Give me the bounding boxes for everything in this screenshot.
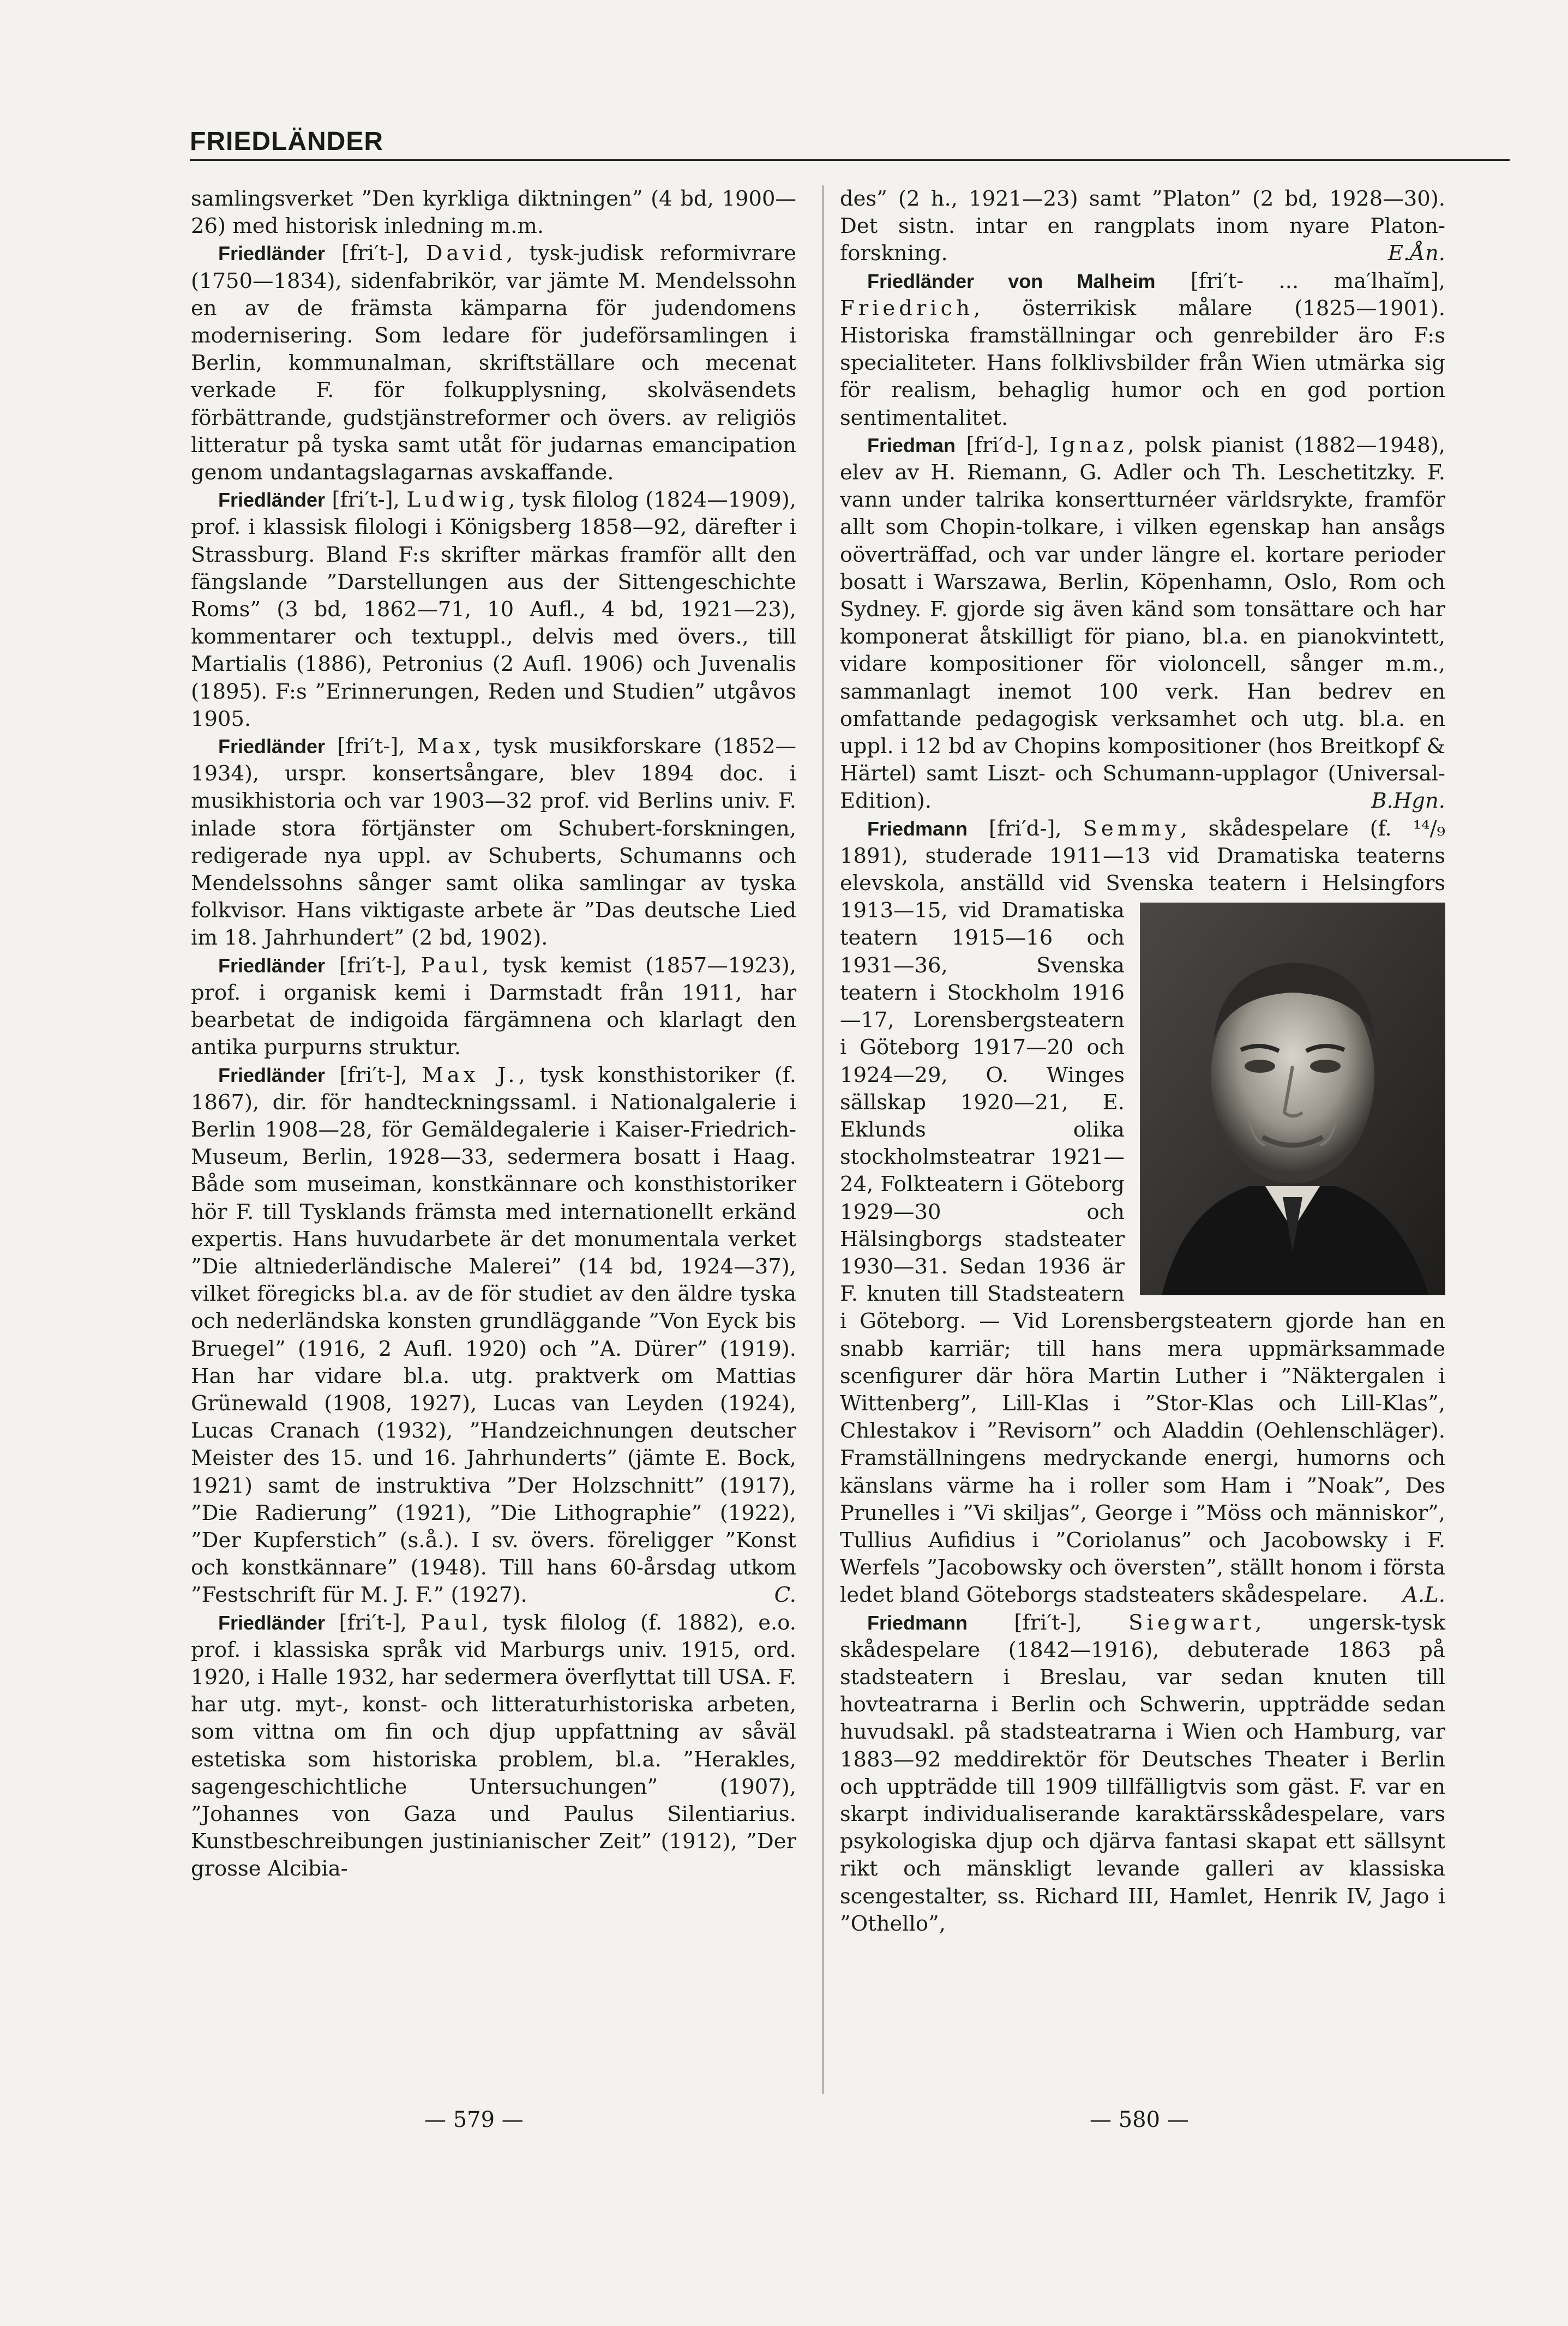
entry-given-name: Paul xyxy=(420,1610,482,1635)
entry-friedlander-max-j xyxy=(191,1062,796,1609)
entry-friedlander-david xyxy=(191,240,796,486)
entry-headword: Friedmann xyxy=(867,1611,968,1634)
author-signature: B.Hgn. xyxy=(1371,789,1445,814)
entry-body: , österrikisk målare (1825—1901). Historiska framställningar och genrebilder äro F:s specialiteter. Hans folklivsbilder från Wien utmärka sig för realism, behaglig humor och en god portion sentimentalitet. xyxy=(840,296,1445,430)
entry-body: , tysk konsthistoriker (f. 1867), dir. för handteckningssaml. i Nationalgalerie i Berlin 1908—28, för Gemäldegalerie i Kaiser-Friedrich-Museum, Berlin, 1928—33, sedermera bosatt i Haag. Både som museiman, konstkännare och konsthistoriker hör F. till Tysklands främsta med internationellt erkänd expertis. Hans huvudarbete är det monumentala verket ”Die altniederländische Malerei” (14 bd, 1924—37), vilket föregicks bl.a. av de för studiet av den äldre tyska och nederländska konsten grundläggande ”Von Eyck bis Bruegel” (1916, 2 Aufl. 1920) och ”A. Dürer” (1919). Han har vidare bl.a. utg. praktverk om Mattias Grünewald (1908, 1927), Lucas van Leyden (1924), Lucas Cranach (1932), ”Handzeichnungen deutscher Meister des 15. und 16. Jahrhunderts” (jämte E. Bock, 1921) samt de instruktiva ”Der Holzschnitt” (1917), ”Die Radierung” (1921), ”Die Lithographie” (1922), ”Der Kupferstich” (s.å.). I sv. övers. föreligger ”Konst och konstkännare” (1948). Till hans 60-årsdag utkom ”Festschrift für M. J. F.” (1927). xyxy=(191,1062,796,1608)
entry-pronunciation: [fri′d-], xyxy=(956,432,1050,458)
running-header xyxy=(190,127,1510,161)
entry-pronunciation: [fri′t-], xyxy=(325,734,417,759)
portrait-image xyxy=(1140,903,1445,1295)
entry-continuation: des” (2 h., 1921—23) samt ”Platon” (2 bd, 1928—30). Det sistn. intar en rangplats inom nyare Platon-forskning. E.Ån. xyxy=(840,185,1445,268)
entry-headword: Friedman xyxy=(867,434,956,456)
entry-body: , tysk-judisk reformivrare (1750—1834), sidenfabrikör, var jämte M. Mendelssohn en av de främsta kämparna för judendomens modernisering. Som ledare för judeförsamlingen i Berlin, kommunalman, skriftställare och mecenat verkade F. för folkupplysning, skolväsendets förbättrande, gudstjänstreformer och övers. av religiös litteratur på tyska samt utåt för judarnas emancipation genom undantagslagarnas avskaffande. xyxy=(191,241,796,485)
entry-given-name: Max J. xyxy=(422,1062,519,1087)
entry-pronunciation: [fri′t-], xyxy=(968,1610,1129,1635)
entry-headword: Friedländer xyxy=(218,1063,326,1086)
running-header-title: FRIEDLÄNDER xyxy=(190,127,383,156)
entry-headword: Friedländer xyxy=(218,735,326,758)
entry-headword: Friedländer xyxy=(218,954,326,977)
entry-headword: Friedmann xyxy=(867,817,968,840)
entry-given-name: Max xyxy=(417,734,474,759)
entry-body: 1913—15, vid Dramatiska teatern 1915—16 och 1931—36, Svenska teatern i Stockholm 1916—17, Lorensbergsteatern i Göteborg 1917—20 och 1924—29, O. Winges sällskap 1920—21, E. Eklunds olika stockholmsteatrar 1921—24, Folkteatern i Göteborg 1929—30 och Hälsingborgs stadsteater 1930—31. Sedan 1936 är F. knuten till Stadsteatern i Göteborg. — Vid Lorensbergsteatern gjorde han en snabb karriär; till hans mera uppmärksammade scenfigurer där höra Martin Luther i ”Näktergalen i Wittenberg”, Lill-Klas i ”Stor-Klas och Lill-Klas”, Chlestakov i ”Revisorn” och Aladdin (Oehlenschläger). Framställningens medryckande energi, humorns och känslans värme ha i roller som Ham i ”Noak”, Des Prunelles i ”Vi skiljas”, George i ”Möss och människor”, Tullius Aufidius i ”Coriolanus” och Jacobowsky i F. Werfels ”Jacobowsky och översten”, ställt honom i första ledet bland Göteborgs stadsteaters skådespelare. xyxy=(840,898,1445,1608)
entry-given-name: Friedrich xyxy=(840,296,974,321)
entry-friedlander-paul-chemist xyxy=(191,952,796,1062)
entry-friedlander-ludwig xyxy=(191,486,796,733)
entry-friedmann-siegwart xyxy=(840,1609,1445,1938)
entry-continuation: samlingsverket ”Den kyrkliga diktningen” (4 bd, 1900—26) med historisk inledning m.m. xyxy=(191,187,796,239)
portrait-photo xyxy=(1140,903,1445,1295)
right-column xyxy=(840,185,1445,1938)
entry-given-name: Paul xyxy=(420,953,482,978)
entry-friedlander-max xyxy=(191,733,796,952)
entry-pronunciation: [fri′t-], xyxy=(325,1062,422,1087)
page-number-right: — 580 — xyxy=(1090,2107,1189,2132)
entry-body: , tysk filolog (1824—1909), prof. i klassisk filologi i Königsberg 1858—92, därefter i Strassburg. Bland F:s skrifter märkas framför allt den fängslande ”Darstellungen aus der Sittengeschichte Roms” (3 bd, 1862—71, 10 Aufl., 4 bd, 1921—23), kommentarer och textuppl., delvis med övers., till Martialis (1886), Petronius (2 Aufl. 1906) och Juvenalis (1895). F:s ”Erinnerungen, Reden und Studien” utgåvos 1905. xyxy=(191,488,796,731)
author-signature: E.Ån. xyxy=(1387,241,1445,266)
entry-pronunciation: [fri′t-], xyxy=(325,1610,421,1635)
entry-friedlander-paul-philologist xyxy=(191,1609,796,1883)
entry-body-intro: , skådespelare (f. ¹⁴/₉ 1891), studerade 1911—13 vid Dramatiska teaterns elevskola, anställd vid Svenska teatern i Helsingfors xyxy=(840,816,1445,896)
entry-friedman-ignaz xyxy=(840,432,1445,815)
entry-headword: Friedländer von Malheim xyxy=(867,269,1156,292)
entry-given-name: Ludwig xyxy=(406,488,509,513)
entry-headword: Friedländer xyxy=(218,242,326,265)
page-number-left: — 579 — xyxy=(424,2107,524,2132)
entry-body: , ungersk-tysk skådespelare (1842—1916), debuterade 1863 på stadsteatern i Breslau, var sedan knuten till hovteatrarna i Berlin och Schwerin, uppträdde sedan huvudsakl. på stadsteatrarna i Wien och Hamburg, var 1883—92 meddirektör för Deutsches Theater i Berlin och uppträdde till 1909 tillfälligtvis som gäst. F. var en skarpt individualiserande karaktärsskådespelare, vars psykologiska djup och djärva fantasi skapat ett sällsynt rikt och mänskligt levande galleri av klassiska scengestalter, ss. Richard III, Hamlet, Henrik IV, Jago i ”Othello”, xyxy=(840,1610,1445,1936)
entry-given-name: Siegwart xyxy=(1128,1610,1255,1635)
entry-body: , polsk pianist (1882—1948), elev av H. Riemann, G. Adler och Th. Leschetitzky. F. vann under talrika konsertturnéer världsrykte, framför allt som Chopin-tolkare, i vilken egenskap han ansågs oöverträffad, och var under längre el. kortare perioder bosatt i Warszawa, Berlin, Köpenhamn, Oslo, Rom och Sydney. F. gjorde sig även känd som tonsättare och har komponerat åtskilligt för piano, bl.a. en pianokvintett, vidare kompositioner för violoncell, sånger m.m., sammanlagt inemot 100 verk. Han bedrev en omfattande pedagogisk verksamhet och utg. bl.a. en uppl. i 12 bd av Chopins kompositioner (hos Breitkopf & Härtel) samt Liszt- och Schumann-upplagor (Universal-Edition). xyxy=(840,432,1445,814)
entry-body: , tysk filolog (f. 1882), e.o. prof. i klassiska språk vid Marburgs univ. 1915, ord. 1920, i Halle 1932, har sedermera överflyttat till USA. F. har utg. myt-, konst- och litteraturhistoriska arbeten, som vittna om fin och djup uppfattning av såväl estetiska som historiska problem, bl.a. ”Herakles, sagengeschichtliche Untersuchungen” (1907), ”Johannes von Gaza und Paulus Silentiarius. Kunstbeschreibungen justinianischer Zeit” (1912), ”Der grosse Alcibia- xyxy=(191,1610,796,1882)
author-signature: A.L. xyxy=(1403,1583,1445,1608)
entry-friedlander-von-malheim xyxy=(840,268,1445,432)
author-signature: C. xyxy=(774,1583,796,1608)
entry-body: , tysk musikforskare (1852—1934), urspr. konsertsångare, blev 1894 doc. i musikhistoria och var 1903—32 prof. vid Berlins univ. F. inlade stora förtjänster om Schubert-forskningen, redigerade nya uppl. av Schuberts, Schumanns och Mendelssohns sånger samt olika samlingar av tyska folkvisor. Hans viktigaste arbete är ”Das deutsche Lied im 18. Jahrhundert” (2 bd, 1902). xyxy=(191,734,796,951)
entry-pronunciation: [fri′t-], xyxy=(325,488,407,513)
entry-pronunciation: [fri′d-], xyxy=(968,816,1083,841)
entry-body: , tysk kemist (1857—1923), prof. i organisk kemi i Darmstadt från 1911, har bearbetat de indigoida färgämnena och klarlagt den antika purpurns struktur. xyxy=(191,953,796,1060)
entry-pronunciation: [fri′t-], xyxy=(325,241,426,266)
entry-given-name: David xyxy=(425,241,507,266)
entry-friedmann-semmy xyxy=(840,815,1445,1609)
left-column xyxy=(191,185,796,1883)
column-divider xyxy=(822,185,824,2094)
entry-headword: Friedländer xyxy=(218,1611,326,1634)
entry-given-name: Semmy xyxy=(1083,816,1181,841)
entry-headword: Friedländer xyxy=(218,489,326,512)
entry-pronunciation: [fri′t-], xyxy=(325,953,421,978)
entry-given-name: Ignaz xyxy=(1049,432,1128,458)
entry-pronunciation: [fri′t- ... ma′lhaĭm], xyxy=(1155,268,1446,293)
